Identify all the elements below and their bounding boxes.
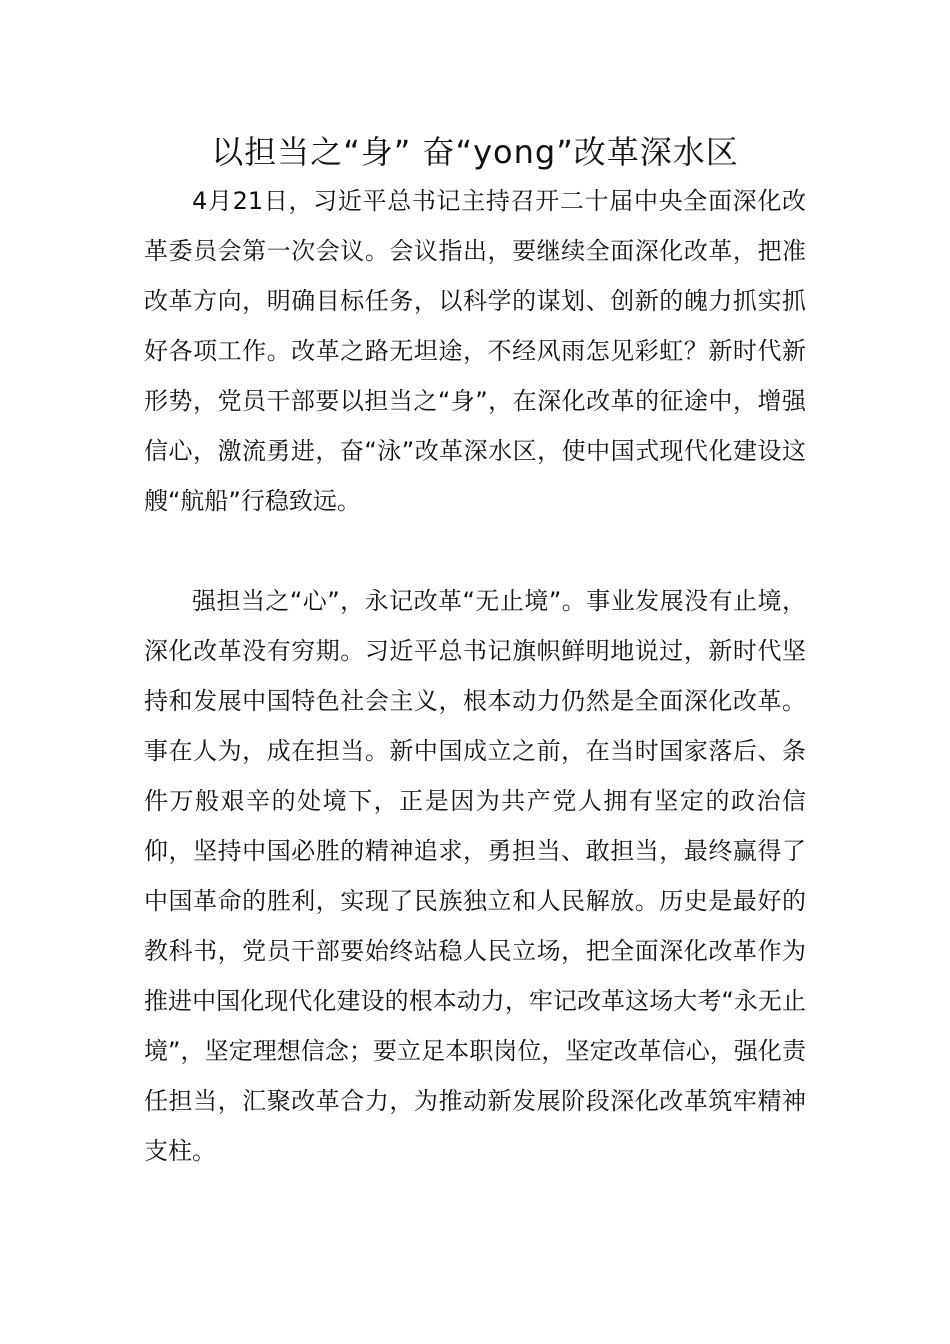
- document-title: 以担当之“身” 奋“yong”改革深水区: [211, 133, 739, 171]
- paragraph-1: 4月21日，习近平总书记主持召开二十届中央全面深化改革委员会第一次会议。会议指出，要继续全面深化改革，把准改革方向，明确目标任务，以科学的谋划、创新的魄力抓实抓好各项工作。改革之路无坦途，不经风雨怎见彩虹？新时代新形势，党员干部要以担当之“身”，在深化改革的征途中，增强信心，激流勇进，奋“泳”改革深水区，使中国式现代化建设这艘“航船”行稳致远。: [144, 187, 806, 515]
- paragraph-2: 强担当之“心”，永记改革“无止境”。事业发展没有止境，深化改革没有穷期。习近平总书记旗帜鲜明地说过，新时代坚持和发展中国特色社会主义，根本动力仍然是全面深化改革。事在人为，成在担当。新中国成立之前，在当时国家落后、条件万般艰辛的处境下，正是因为共产党人拥有坚定的政治信仰，坚持中国必胜的精神追求，勇担当、敢担当，最终赢得了中国革命的胜利，实现了民族独立和人民解放。历史是最好的教科书，党员干部要始终站稳人民立场，把全面深化改革作为推进中国化现代化建设的根本动力，牢记改革这场大考“永无止境”，坚定理想信念；要立足本职岗位，坚定改革信心，强化责任担当，汇聚改革合力，为推动新发展阶段深化改革筑牢精神支柱。: [144, 587, 806, 1165]
